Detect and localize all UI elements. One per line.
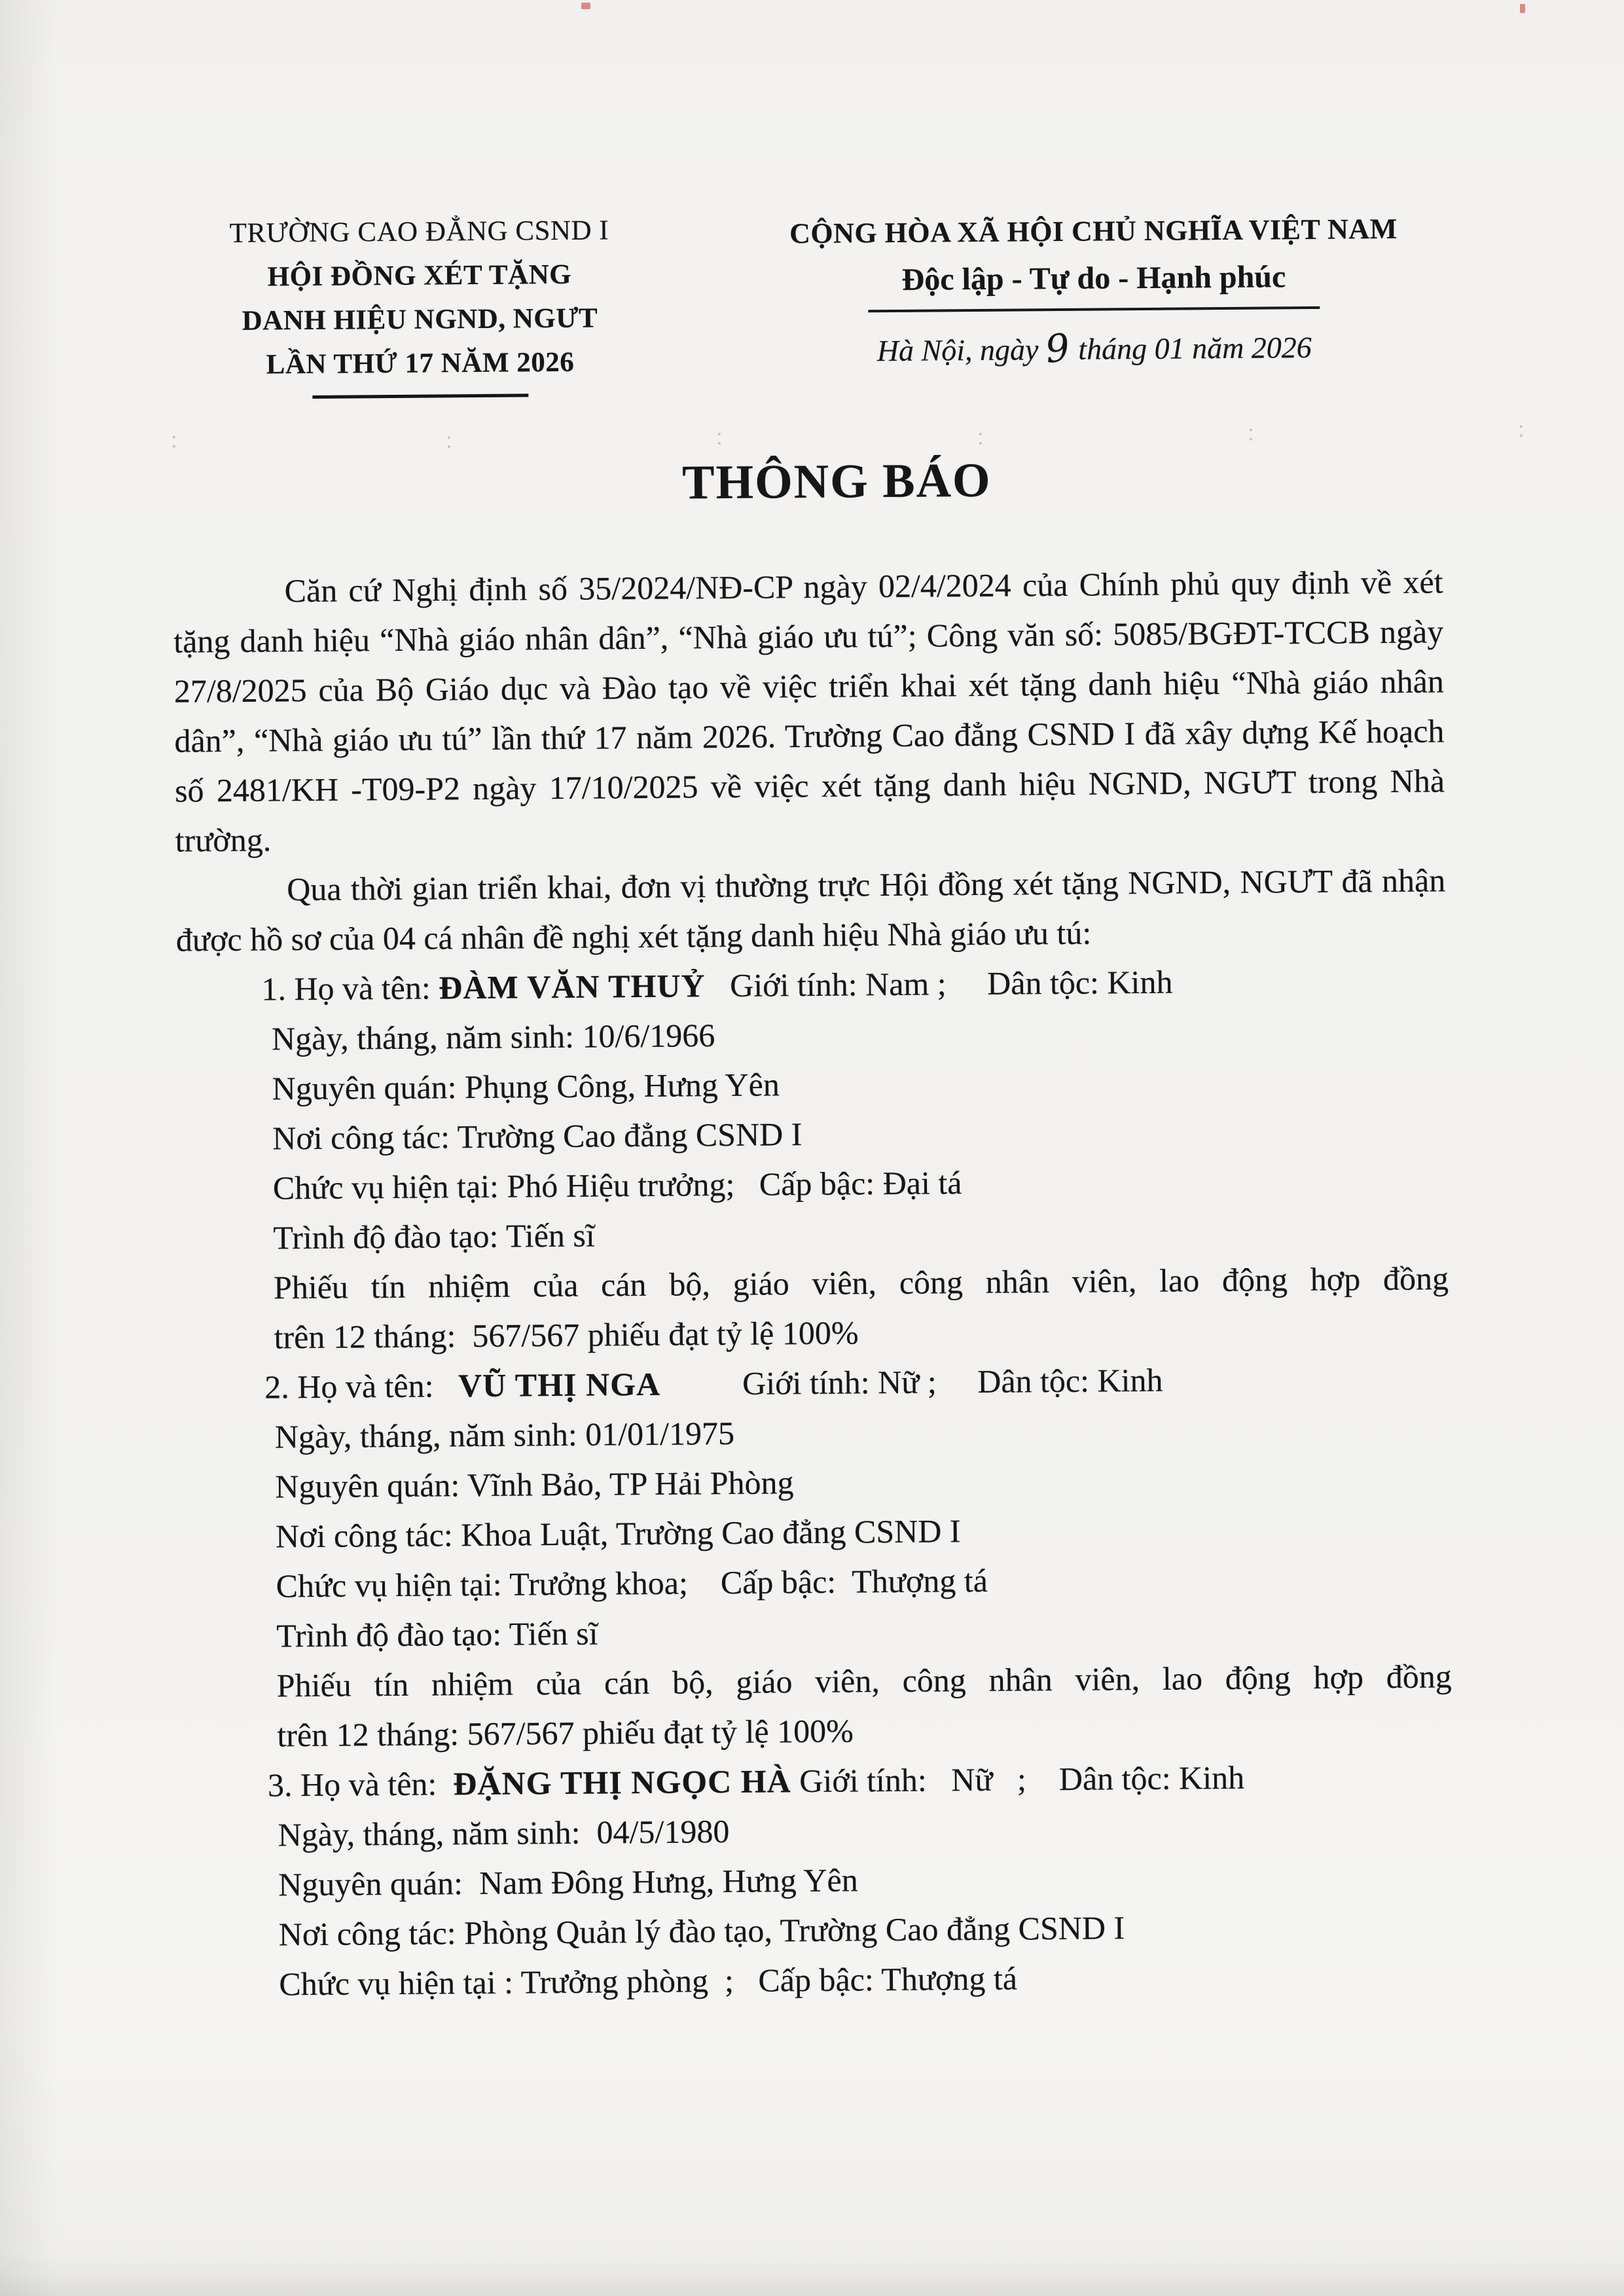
candidate-name-line (268, 1751, 1453, 1810)
handwritten-day: 9 (1043, 325, 1072, 372)
candidate-name: VŨ THỊ NGA (458, 1365, 661, 1404)
candidate-vote-line1: Phiếu tín nhiệm của cán bộ, giáo viên, công nhân viên, lao động hợp đồng (273, 1260, 1449, 1306)
candidate-name: ĐÀM VĂN THUỶ (438, 967, 706, 1006)
candidate-position-rank: Chức vụ hiện tại: Phó Hiệu trưởng; Cấp bậc: Đại tá (272, 1164, 962, 1207)
candidate-education: Trình độ đào tạo: Tiến sĩ (276, 1614, 598, 1654)
paragraph-legal-basis: Căn cứ Nghị định số 35/2024/NĐ-CP ngày 02/4/2024 của Chính phủ quy định về xét tặng danh hiệu “Nhà giáo nhân dân”, “Nhà giáo ưu tú”; Công văn số: 5085/BGĐT-TCCB ngày 27/8/2025 của Bộ Giáo dục và Đào tạo về việc triển khai xét tặng danh hiệu “Nhà giáo nhân dân”, “Nhà giáo ưu tú” lần thứ 17 năm 2026. Trường Cao đẳng CSND I đã xây dựng Kế hoạch số 2481/KH -T09-P2 ngày 17/10/2025 về việc xét tặng danh hiệu NGND, NGƯT trong Nhà trường. (173, 563, 1445, 859)
candidate-workplace: Nơi công tác: Trường Cao đẳng CSND I (272, 1116, 803, 1157)
scan-artifact (1520, 425, 1523, 431)
place-date-line (748, 323, 1441, 371)
candidate-hometown: Nguyên quán: Nam Đông Hưng, Hưng Yên (278, 1861, 858, 1903)
council-name-line2: DANH HIỆU NGND, NGƯT (242, 302, 598, 337)
date-suffix: tháng 01 năm 2026 (1078, 330, 1312, 366)
candidate-hometown: Nguyên quán: Phụng Công, Hưng Yên (272, 1066, 780, 1107)
candidate-position-rank: Chức vụ hiện tại: Trưởng khoa; Cấp bậc: Thượng tá (276, 1561, 988, 1605)
candidate-gender-ethnicity: Giới tính: Nam ; Dân tộc: Kinh (705, 963, 1173, 1004)
candidate-name: ĐẶNG THỊ NGỌC HÀ (453, 1762, 791, 1802)
candidate-vote-line2: trên 12 tháng: 567/567 phiếu đạt tỷ lệ 100% (274, 1314, 859, 1356)
candidate-name-line (261, 955, 1447, 1013)
red-pen-mark (581, 3, 590, 9)
candidate-vote-line2: trên 12 tháng: 567/567 phiếu đạt tỷ lệ 100% (277, 1712, 854, 1754)
issuing-authority-block (131, 208, 708, 400)
national-motto: Độc lập - Tự do - Hạnh phúc (901, 259, 1286, 297)
header-left-underline (312, 393, 528, 399)
candidate-birthdate: Ngày, tháng, năm sinh: 10/6/1966 (271, 1017, 715, 1057)
date-prefix: Hà Nội, ngày (876, 333, 1039, 368)
paragraph-summary: Qua thời gian triển khai, đơn vị thường trực Hội đồng xét tặng NGND, NGƯT đã nhận được hồ sơ của 04 cá nhân đề nghị xét tặng danh hiệu Nhà giáo ưu tú: (175, 862, 1446, 958)
candidate-birthdate: Ngày, tháng, năm sinh: 01/01/1975 (274, 1414, 735, 1455)
candidate-entry-3 (183, 1751, 1454, 2009)
scan-artifact (1250, 429, 1252, 435)
candidate-education: Trình độ đào tạo: Tiến sĩ (273, 1216, 595, 1256)
candidate-workplace: Nơi công tác: Phòng Quản lý đào tạo, Trường Cao đẳng CSND I (278, 1909, 1125, 1953)
candidate-gender-ethnicity: Giới tính: Nữ ; Dân tộc: Kinh (660, 1361, 1163, 1402)
candidate-workplace: Nơi công tác: Khoa Luật, Trường Cao đẳng CSND I (275, 1512, 961, 1555)
red-pen-mark (1520, 4, 1525, 13)
candidate-entry-2 (179, 1353, 1453, 1760)
candidate-number-label: 1. Họ và tên: (261, 969, 439, 1008)
candidate-gender-ethnicity: Giới tính: Nữ ; Dân tộc: Kinh (791, 1758, 1245, 1800)
document-title: THÔNG BÁO (681, 453, 992, 510)
candidate-number-label: 3. Họ và tên: (267, 1765, 454, 1804)
candidate-position-rank: Chức vụ hiện tại : Trưởng phòng ; Cấp bậc: Thượng tá (279, 1959, 1018, 2003)
candidate-hometown: Nguyên quán: Vĩnh Bảo, TP Hải Phòng (275, 1464, 794, 1505)
candidate-number-label: 2. Họ và tên: (264, 1367, 459, 1406)
scan-artifact (173, 436, 175, 442)
candidate-vote-line1: Phiếu tín nhiệm của cán bộ, giáo viên, công nhân viên, lao động hợp đồng (276, 1658, 1452, 1704)
council-session-line: LẦN THỨ 17 NĂM 2026 (266, 346, 575, 380)
scan-artifact (718, 433, 721, 439)
candidate-birthdate: Ngày, tháng, năm sinh: 04/5/1980 (278, 1813, 730, 1853)
scan-artifact (448, 436, 450, 442)
council-name-line1: HỘI ĐỒNG XÉT TẶNG (267, 259, 572, 293)
candidate-entry-1 (176, 955, 1449, 1362)
scan-artifact (979, 433, 982, 439)
national-name: CỘNG HÒA XÃ HỘI CHỦ NGHĨA VIỆT NAM (789, 212, 1398, 250)
header-right-underline (868, 306, 1320, 312)
document-body (173, 556, 1454, 2009)
candidate-name-line (264, 1353, 1450, 1412)
school-name: TRƯỜNG CAO ĐẲNG CSND I (229, 215, 609, 249)
national-header-block (746, 210, 1441, 371)
